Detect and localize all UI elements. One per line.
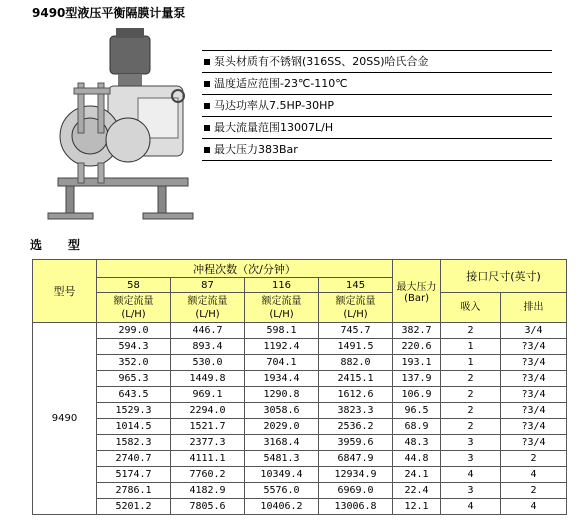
flow-87: 530.0 (171, 355, 245, 371)
spec-table (32, 259, 567, 515)
discharge-size: 3/4 (501, 323, 567, 339)
flow-58: 965.3 (97, 371, 171, 387)
suction-size: 4 (441, 467, 501, 483)
table-row (33, 483, 567, 499)
feature-item: 最大压力383Bar (202, 139, 552, 161)
max-pressure: 48.3 (393, 435, 441, 451)
flow-116: 1934.4 (245, 371, 319, 387)
rated-flow-header: 额定流量 (L/H) (97, 293, 171, 323)
flow-87: 446.7 (171, 323, 245, 339)
page-title: 9490型液压平衡隔膜计量泵 (32, 6, 186, 20)
table-row (33, 339, 567, 355)
suction-size: 1 (441, 339, 501, 355)
flow-116: 1290.8 (245, 387, 319, 403)
feature-item: 马达功率从7.5HP-30HP (202, 95, 552, 117)
max-pressure: 12.1 (393, 499, 441, 515)
bullet-icon (204, 125, 210, 131)
flow-145: 6847.9 (319, 451, 393, 467)
discharge-size: 4 (501, 467, 567, 483)
max-pressure: 24.1 (393, 467, 441, 483)
table-row (33, 451, 567, 467)
feature-list (202, 50, 552, 161)
flow-116: 1192.4 (245, 339, 319, 355)
flow-87: 893.4 (171, 339, 245, 355)
section-label: 选型 (30, 238, 107, 252)
flow-87: 2294.0 (171, 403, 245, 419)
table-row (33, 371, 567, 387)
max-pressure: 96.5 (393, 403, 441, 419)
discharge-size: ?3/4 (501, 355, 567, 371)
flow-58: 1529.3 (97, 403, 171, 419)
flow-58: 1014.5 (97, 419, 171, 435)
flow-87: 4182.9 (171, 483, 245, 499)
flow-116: 704.1 (245, 355, 319, 371)
flow-58: 2740.7 (97, 451, 171, 467)
flow-58: 352.0 (97, 355, 171, 371)
bullet-icon (204, 59, 210, 65)
flow-58: 643.5 (97, 387, 171, 403)
flow-87: 1521.7 (171, 419, 245, 435)
flow-145: 12934.9 (319, 467, 393, 483)
suction-size: 2 (441, 403, 501, 419)
header-strokes: 冲程次数（次/分钟） (97, 260, 393, 278)
flow-58: 1582.3 (97, 435, 171, 451)
discharge-size: 2 (501, 483, 567, 499)
flow-145: 745.7 (319, 323, 393, 339)
suction-size: 2 (441, 419, 501, 435)
flow-145: 1491.5 (319, 339, 393, 355)
max-pressure: 220.6 (393, 339, 441, 355)
bullet-icon (204, 103, 210, 109)
discharge-size: ?3/4 (501, 419, 567, 435)
suction-size: 4 (441, 499, 501, 515)
flow-87: 969.1 (171, 387, 245, 403)
suction-size: 3 (441, 435, 501, 451)
stroke-87: 87 (171, 278, 245, 293)
suction-size: 3 (441, 451, 501, 467)
discharge-size: ?3/4 (501, 435, 567, 451)
flow-58: 5201.2 (97, 499, 171, 515)
discharge-size: 2 (501, 451, 567, 467)
flow-116: 5576.0 (245, 483, 319, 499)
table-row (33, 323, 567, 339)
bullet-icon (204, 147, 210, 153)
table-row (33, 435, 567, 451)
bullet-icon (204, 81, 210, 87)
flow-116: 3168.4 (245, 435, 319, 451)
header-discharge: 排出 (501, 293, 567, 323)
rated-flow-header: 额定流量 (L/H) (245, 293, 319, 323)
max-pressure: 22.4 (393, 483, 441, 499)
max-pressure: 106.9 (393, 387, 441, 403)
flow-116: 598.1 (245, 323, 319, 339)
max-pressure: 137.9 (393, 371, 441, 387)
header-max-pressure: 最大压力 (Bar) (393, 260, 441, 323)
max-pressure: 193.1 (393, 355, 441, 371)
flow-87: 1449.8 (171, 371, 245, 387)
header-suction: 吸入 (441, 293, 501, 323)
flow-145: 1612.6 (319, 387, 393, 403)
flow-58: 594.3 (97, 339, 171, 355)
flow-116: 5481.3 (245, 451, 319, 467)
pump-photo (38, 28, 198, 228)
stroke-58: 58 (97, 278, 171, 293)
feature-item: 温度适应范围-23℃-110℃ (202, 73, 552, 95)
header-model: 型号 (33, 260, 97, 323)
flow-58: 5174.7 (97, 467, 171, 483)
max-pressure: 44.8 (393, 451, 441, 467)
flow-145: 6969.0 (319, 483, 393, 499)
flow-87: 4111.1 (171, 451, 245, 467)
rated-flow-header: 额定流量 (L/H) (171, 293, 245, 323)
flow-116: 10349.4 (245, 467, 319, 483)
discharge-size: 4 (501, 499, 567, 515)
discharge-size: ?3/4 (501, 387, 567, 403)
suction-size: 2 (441, 387, 501, 403)
table-row (33, 387, 567, 403)
flow-145: 2536.2 (319, 419, 393, 435)
model-cell: 9490 (33, 323, 97, 515)
flow-116: 10406.2 (245, 499, 319, 515)
flow-145: 3823.3 (319, 403, 393, 419)
flow-145: 2415.1 (319, 371, 393, 387)
rated-flow-header: 额定流量 (L/H) (319, 293, 393, 323)
suction-size: 3 (441, 483, 501, 499)
table-row (33, 419, 567, 435)
flow-116: 2029.0 (245, 419, 319, 435)
flow-87: 7760.2 (171, 467, 245, 483)
flow-145: 3959.6 (319, 435, 393, 451)
flow-58: 299.0 (97, 323, 171, 339)
discharge-size: ?3/4 (501, 403, 567, 419)
feature-item: 最大流量范围13007L/H (202, 117, 552, 139)
feature-item: 泵头材质有不锈钢(316SS、20SS)哈氏合金 (202, 51, 552, 73)
discharge-size: ?3/4 (501, 339, 567, 355)
table-row (33, 467, 567, 483)
max-pressure: 382.7 (393, 323, 441, 339)
flow-116: 3058.6 (245, 403, 319, 419)
stroke-145: 145 (319, 278, 393, 293)
suction-size: 1 (441, 355, 501, 371)
flow-145: 13006.8 (319, 499, 393, 515)
flow-87: 7805.6 (171, 499, 245, 515)
stroke-116: 116 (245, 278, 319, 293)
discharge-size: ?3/4 (501, 371, 567, 387)
max-pressure: 68.9 (393, 419, 441, 435)
flow-58: 2786.1 (97, 483, 171, 499)
flow-87: 2377.3 (171, 435, 245, 451)
flow-145: 882.0 (319, 355, 393, 371)
header-connection: 接口尺寸(英寸) (441, 260, 567, 293)
suction-size: 2 (441, 371, 501, 387)
suction-size: 2 (441, 323, 501, 339)
table-row (33, 499, 567, 515)
table-row (33, 403, 567, 419)
table-row (33, 355, 567, 371)
